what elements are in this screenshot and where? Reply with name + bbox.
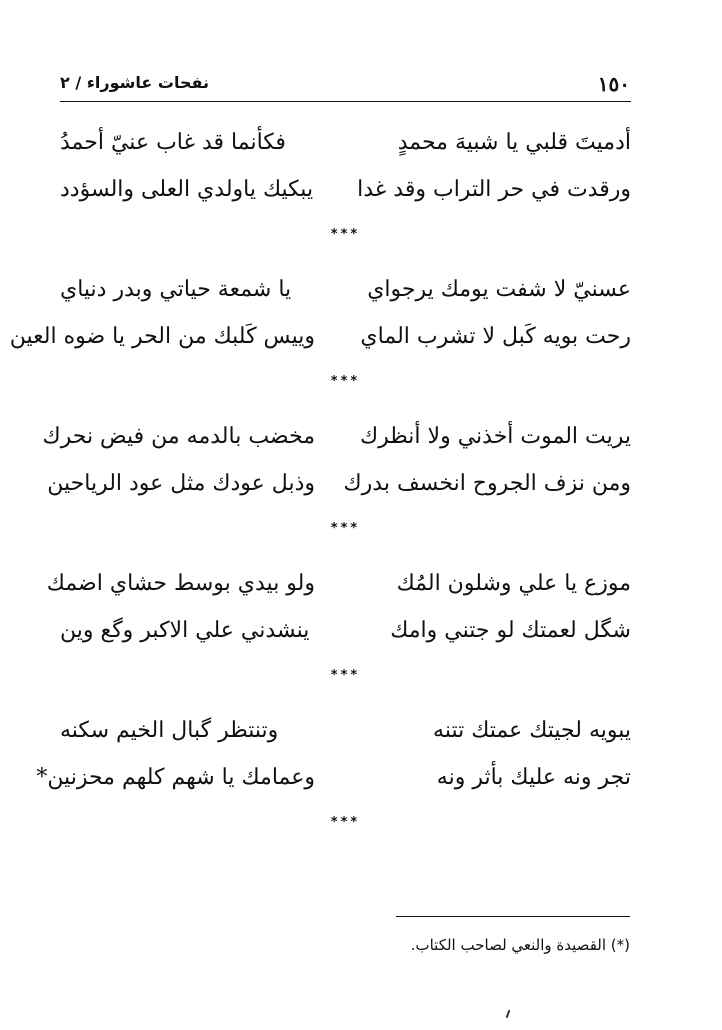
stanza-3 [42, 422, 631, 569]
stanza-separator: *** [330, 374, 361, 389]
verse-second-hemistich: وعمامك يا شهم كلهم محزنين* [36, 765, 315, 790]
footnote: (*) القصيدة والنعي لصاحب الكتاب. [410, 936, 630, 954]
verse-second-hemistich: فكأنما قد غاب عنيّ أحمدُ [60, 130, 286, 155]
footnote-divider [396, 916, 630, 917]
verse-line [9, 322, 631, 369]
verse-second-hemistich: مخضب بالدمه من فيض نحرك [42, 424, 315, 449]
verse-second-hemistich: وييس كَلبك من الحر يا ضوه العين [9, 324, 315, 349]
verse-second-hemistich: يبكيك ياولدي العلى والسؤدد [60, 177, 314, 202]
verse-first-hemistich: يبويه لجيتك عمتك تتنه [433, 718, 631, 743]
verse-first-hemistich: أدميتَ قلبي يا شبيهَ محمدٍ [397, 130, 631, 155]
verse-first-hemistich: تجر ونه عليك بأثر ونه [436, 765, 631, 790]
stanza-separator: *** [330, 668, 361, 683]
verse-line [47, 469, 631, 516]
verse-line [60, 275, 631, 322]
stanza-1 [60, 128, 631, 275]
verse-first-hemistich: موزع يا علي وشلون المُك [396, 571, 631, 596]
page-number: ١٥٠ [597, 72, 630, 96]
verse-line [60, 128, 631, 175]
scan-mark [506, 1010, 511, 1018]
verse-second-hemistich: ينشدني علي الاكبر وگع وين [60, 618, 310, 643]
verse-second-hemistich: وتنتظر گبال الخيم سكنه [60, 718, 279, 743]
stanza-2 [9, 275, 631, 422]
verse-first-hemistich: عسنيّ لا شفت يومك يرجواي [367, 277, 631, 302]
verse-line [60, 716, 631, 763]
running-header-title: نفحات عاشوراء / ٢ [60, 73, 210, 92]
verse-first-hemistich: رحت بويه كَبل لا تشرب الماي [360, 324, 631, 349]
verse-first-hemistich: ومن نزف الجروح انخسف بدرك [343, 471, 631, 496]
verse-line [60, 616, 631, 663]
header-divider [60, 101, 631, 102]
verse-first-hemistich: يريت الموت أخذني ولا أنظرك [359, 424, 631, 449]
verse-second-hemistich: وذبل عودك مثل عود الرياحين [47, 471, 315, 496]
stanza-separator: *** [330, 521, 361, 536]
stanza-4 [46, 569, 631, 716]
stanza-separator: *** [330, 815, 361, 830]
verse-line [36, 763, 631, 810]
verse-first-hemistich: شگل لعمتك لو جتني وامك [390, 618, 631, 643]
stanza-separator: *** [330, 227, 361, 242]
stanza-5 [36, 716, 631, 863]
verse-second-hemistich: ولو بيدي بوسط حشاي اضمك [46, 571, 315, 596]
verse-line [46, 569, 631, 616]
verse-line [42, 422, 631, 469]
verse-first-hemistich: ورقدت في حر التراب وقد غدا [357, 177, 631, 202]
poem [9, 128, 631, 863]
verse-second-hemistich: يا شمعة حياتي وبدر دنياي [60, 277, 292, 302]
verse-line [60, 175, 631, 222]
